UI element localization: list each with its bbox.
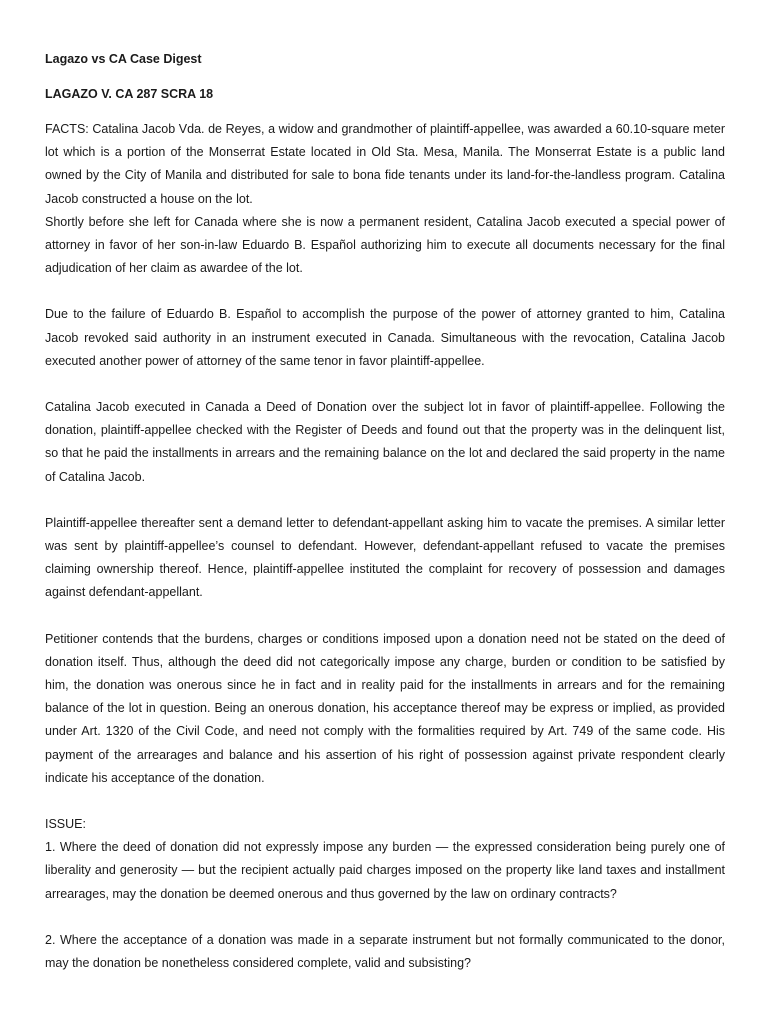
power-of-attorney-paragraph: Shortly before she left for Canada where she is now a permanent resident, Catalina Jacob executed a special power of attorney in favor of her son-in-law Eduardo B. Español authorizing him to execute all documents necessary for the final adjudication of her claim as awardee of the lot.: [45, 214, 725, 276]
facts-paragraph: FACTS: Catalina Jacob Vda. de Reyes, a widow and grandmother of plaintiff-appellee, was awarded a 60.10-square meter lot which is a portion of the Monserrat Estate located in Old Sta. Mesa, Manila. The Monserrat Estate is a public land owned by the City of Manila and distributed for sale to bona fide tenants under its land-for-the-landless program. Catalina Jacob constructed a house on the lot.: [45, 122, 725, 206]
issue-item-1: 1. Where the deed of donation did not expressly impose any burden — the expressed consideration being purely one of liberality and generosity — but the recipient actually paid charges imposed on the property like land taxes and installment arrearages, may the donation be deemed onerous and thus governed by the law on ordinary contracts?: [45, 840, 725, 901]
revocation-paragraph: Due to the failure of Eduardo B. Español to accomplish the purpose of the power of attorney granted to him, Catalina Jacob revoked said authority in an instrument executed in Canada. Simultaneous with the revocation, Catalina Jacob executed another power of attorney of the same tenor in favor plaintiff-appellee.: [45, 307, 725, 368]
demand-letter-paragraph: Plaintiff-appellee thereafter sent a demand letter to defendant-appellant asking him to vacate the premises. A similar letter was sent by plaintiff-appellee’s counsel to defendant. However, defendant-appellant refused to vacate the premises claiming ownership thereof. Hence, plaintiff-appellee instituted the complaint for recovery of possession and damages against defendant-appellant.: [45, 515, 725, 600]
document-title: Lagazo vs CA Case Digest: [45, 52, 202, 66]
deed-of-donation-paragraph: Catalina Jacob executed in Canada a Deed of Donation over the subject lot in favor of plaintiff-appellee. Following the donation, plaintiff-appellee checked with the Register of Deeds and found out that the property was in the delinquent list, so that he paid the installments in arrears and the remaining balance on the lot and declared the said property in the name of Catalina Jacob.: [45, 400, 725, 484]
issue-item-2: 2. Where the acceptance of a donation was made in a separate instrument but not formally communicated to the donor, may the donation be nonetheless considered complete, valid and subsisting?: [45, 932, 725, 971]
issue-heading: ISSUE:: [45, 817, 86, 832]
case-citation: LAGAZO V. CA 287 SCRA 18: [45, 87, 214, 101]
petitioner-contention-paragraph: Petitioner contends that the burdens, charges or conditions imposed upon a donation need not be stated on the deed of donation itself. Thus, although the deed did not categorically impose any charge, burden or condition to be satisfied by him, the donation was onerous since he in fact and in reality paid for the installments in arrears and for the remaining balance of the lot in question. Being an onerous donation, his acceptance thereof may be express or implied, as provided under Art. 1320 of the Civil Code, and need not comply with the formalities required by Art. 749 of the same code. His payment of the arrearages and balance and his assertion of his right of possession against private respondent clearly indicate his acceptance of the donation.: [45, 631, 725, 785]
document-page: [45, 48, 725, 975]
